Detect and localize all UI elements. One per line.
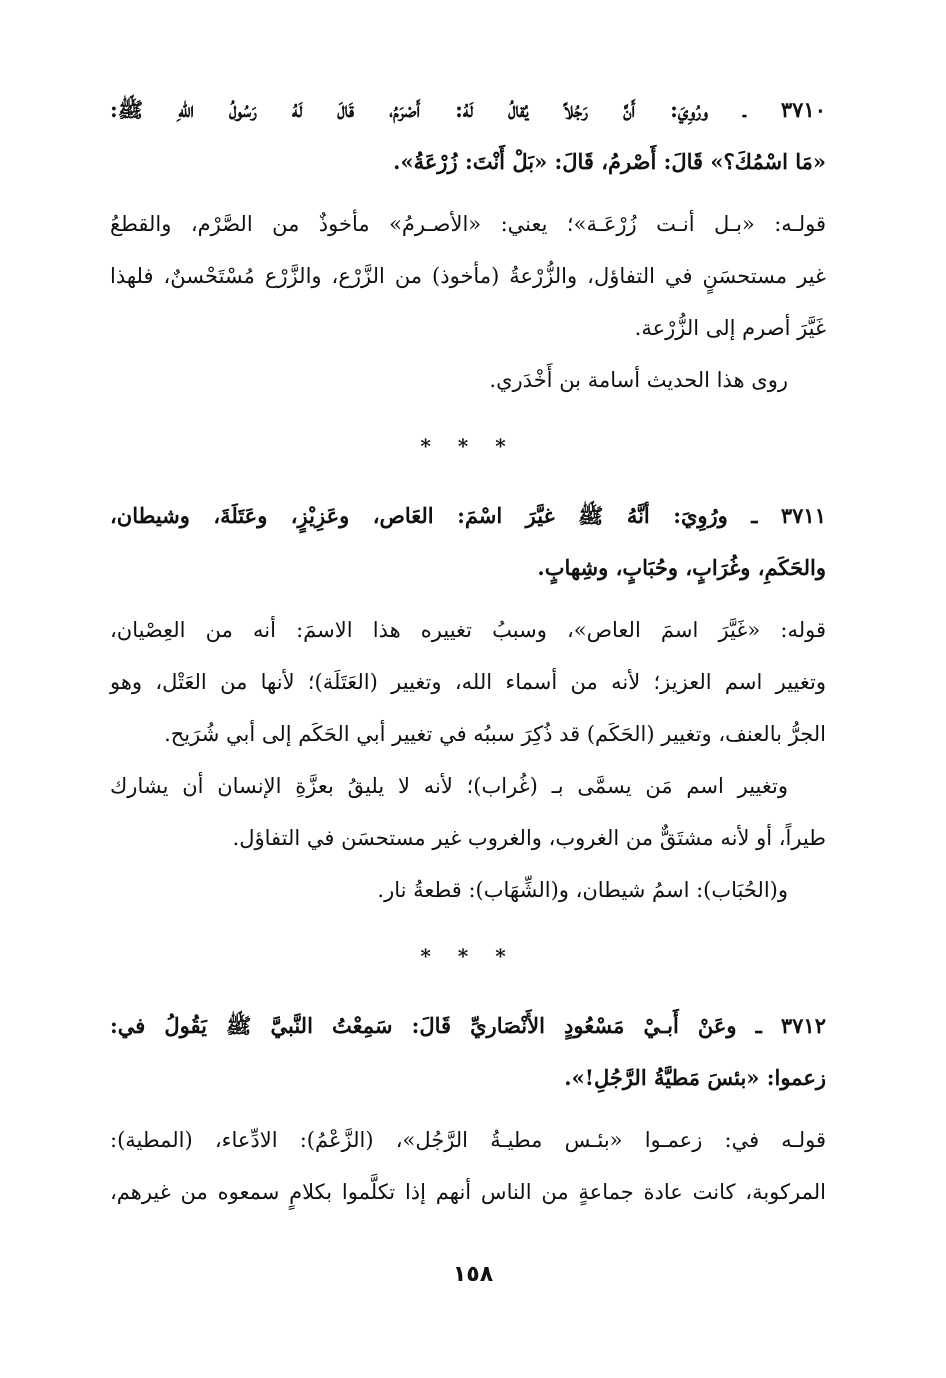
commentary-3710-line-3: غَيَّرَ أصرم إلى الزُّرْعة. bbox=[634, 316, 826, 340]
commentary-3711-line-1: قوله: «غَيَّرَ اسمَ العاص»، وسببُ تغييره هذا الاسمَ: أنه من العِصْيان، bbox=[110, 618, 826, 642]
page-number: ١٥٨ bbox=[452, 1262, 494, 1287]
commentary-3712-line-1: قولـه في: زعمـوا «بئـس مطيـةُ الرَّجُل»، (الزَّعْمُ): الادِّعاء، (المطية): bbox=[110, 1128, 826, 1152]
hadith-3711 bbox=[110, 490, 826, 594]
page-body bbox=[110, 84, 826, 1218]
hadith-3711-line-2: والحَكَمِ، وغُرَابٍ، وحُبَابٍ، وشِهابٍ. bbox=[537, 555, 826, 580]
hadith-3712 bbox=[110, 1000, 826, 1104]
commentary-3711-line-3: الجرُّ بالعنف، وتغيير (الحَكَم) قد ذُكِرَ سببُه في تغيير أبي الحَكَم إلى أبي شُرَيح. bbox=[164, 722, 826, 746]
hadith-3710-line-2: «مَا اسْمُكَ؟» قَالَ: أَصْرمُ، قَالَ: «بَلْ أَنْتَ: زُرْعَةُ». bbox=[393, 149, 826, 174]
commentary-3711-line-6: و(الحُبَاب): اسمُ شيطان، و(الشِّهَاب): قطعةُ نار. bbox=[377, 878, 788, 902]
hadith-3712-line-2: زعموا: «بئسَ مَطيَّةُ الرَّجُلِ!». bbox=[564, 1065, 826, 1090]
commentary-3711 bbox=[110, 604, 826, 916]
commentary-3711-line-5: طيراً، أو لأنه مشتَقٌّ من الغروب، والغروب غير مستحسَن في التفاؤل. bbox=[232, 826, 826, 850]
commentary-3710-line-2: غير مستحسَنٍ في التفاؤل، والزُّرْعةُ (مأخوذ) من الزَّرْع، والزَّرْع مُسْتَحْسنٌ، فلهذا bbox=[110, 264, 826, 288]
section-separator: * * * bbox=[420, 944, 516, 968]
hadith-3711-line-1: ٣٧١١ ـ ورُوِيَ: أنَّهُ ﷺ غيَّرَ اسْمَ: العَاص، وعَزِيْزٍ، وعَتَلَةَ، وشيطان، bbox=[110, 503, 826, 528]
commentary-3711-line-2: وتغيير اسم العزيز؛ لأنه من أسماء الله، وتغيير (العَتَلَة)؛ لأنها من العَتْل، وهو bbox=[110, 670, 826, 694]
commentary-3710-line-1: قولـه: «بـل أنـت زُرْعَـة»؛ يعني: «الأصـرمُ» مأخوذٌ من الصَّرْم، والقطعُ bbox=[110, 212, 826, 236]
commentary-3712 bbox=[110, 1114, 826, 1218]
hadith-3710-line-1: ٣٧١٠ ـ ورُوِيَ: أَنَّ رَجُلاً يُقالُ لَهُ: أَصْرَمُ، قَالَ لَهُ رَسُولُ اللهِ ﷺ: bbox=[110, 97, 826, 122]
commentary-3710 bbox=[110, 198, 826, 406]
hadith-3712-line-1: ٣٧١٢ ـ وعَنْ أَبـيْ مَسْعُودٍ الأَنْصَاريِّ قَالَ: سَمِعْتُ النَّبيَّ ﷺ يَقُولُ في: bbox=[110, 1013, 826, 1038]
commentary-3711-line-4: وتغيير اسم مَن يسمَّى بـ (غُراب)؛ لأنه لا يليقُ بعزَّةِ الإنسان أن يشارك bbox=[110, 774, 788, 798]
section-separator: * * * bbox=[420, 434, 516, 458]
narration-note: روى هذا الحديث أسامة بن أَخْدَري. bbox=[489, 368, 788, 392]
hadith-3710 bbox=[110, 84, 826, 188]
commentary-3712-line-2: المركوبة، كانت عادة جماعةٍ من الناس أنهم إذا تكلَّموا بكلامٍ سمعوه من غيرهم، bbox=[110, 1180, 826, 1204]
